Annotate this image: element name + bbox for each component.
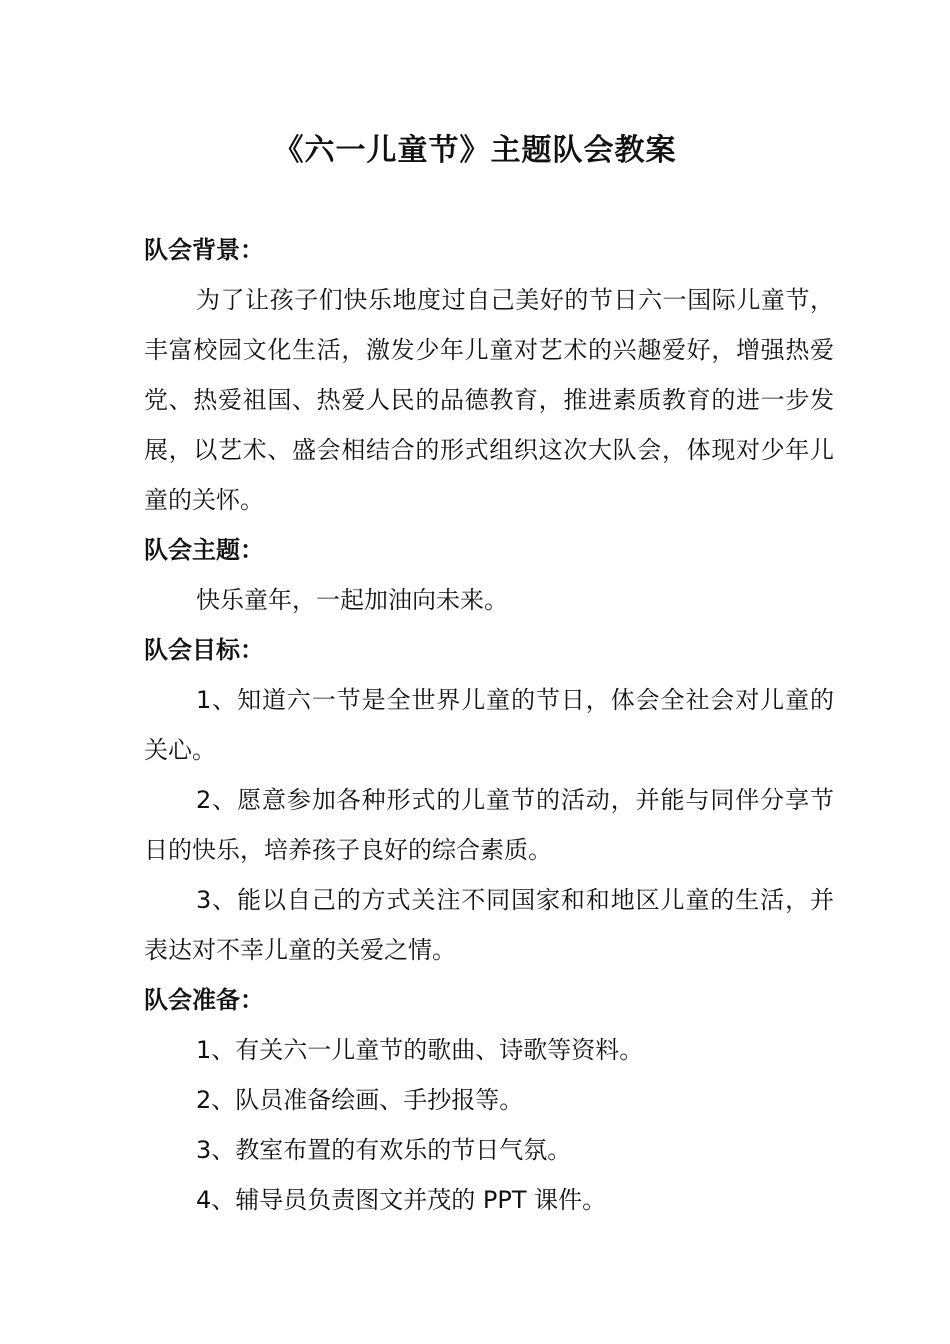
section-preparation — [144, 975, 834, 1225]
list-item: 1、知道六一节是全世界儿童的节日，体会全社会对儿童的关心。 — [144, 686, 834, 764]
list-item: 3、教室布置的有欢乐的节日气氛。 — [196, 1136, 572, 1164]
document-body — [144, 225, 834, 1225]
list-item: 2、队员准备绘画、手抄报等。 — [196, 1086, 524, 1114]
section-heading: 队会目标： — [144, 636, 264, 664]
section-background — [144, 225, 834, 525]
section-paragraph: 为了让孩子们快乐地度过自己美好的节日六一国际儿童节，丰富校园文化生活，激发少年儿童对艺术的兴趣爱好，增强热爱党、热爱祖国、热爱人民的品德教育，推进素质教育的进一步发展，以艺术、盛会相结合的形式组织这次大队会，体现对少年儿童的关怀。 — [144, 286, 834, 514]
section-heading: 队会背景： — [144, 236, 264, 264]
list-item: 2、愿意参加各种形式的儿童节的活动，并能与同伴分享节日的快乐，培养孩子良好的综合素质。 — [144, 786, 834, 864]
section-paragraph: 快乐童年，一起加油向未来。 — [196, 586, 508, 614]
section-heading: 队会主题： — [144, 536, 264, 564]
section-theme — [144, 525, 834, 625]
list-item: 4、辅导员负责图文并茂的 PPT 课件。 — [196, 1186, 607, 1214]
list-item: 1、有关六一儿童节的歌曲、诗歌等资料。 — [196, 1036, 644, 1064]
list-item: 3、能以自己的方式关注不同国家和和地区儿童的生活，并表达对不幸儿童的关爱之情。 — [144, 886, 834, 964]
document-title: 《六一儿童节》主题队会教案 — [273, 133, 677, 168]
section-goals — [144, 625, 834, 975]
section-heading: 队会准备： — [144, 986, 264, 1014]
